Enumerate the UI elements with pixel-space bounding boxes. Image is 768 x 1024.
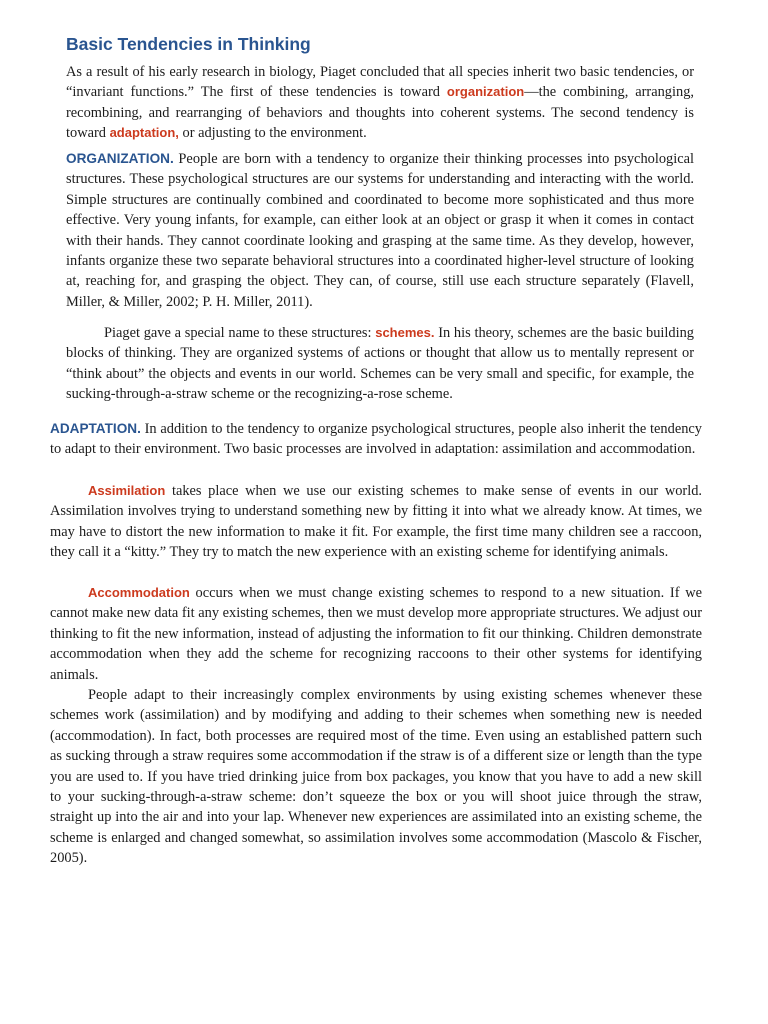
final-paragraph: People adapt to their increasingly complex environments by using existing schemes whenever these schemes work (assimilation) and by modifying and adding to their schemes when something new is needed (accommodation). In fact, both processes are required most of the time. Even using an established pattern such as sucking through a straw requires some accommodation if the straw is of a different size or length than the type you are used to. If you have tried drinking juice from box packages, you know that you have to add a new skill to your sucking-through-a-straw scheme: don’t squeeze the box or you will shoot juice through the straw, straight up into the air and into your lap. Whenever new experiences are assimilated into an existing scheme, the scheme is enlarged and changed somewhat, so assimilation involves some accommodation (Mascolo & Fischer, 2005). — [50, 687, 702, 867]
assimilation-text: takes place when we use our existing schemes to make sense of events in our world. Assimilation involves trying to understand something new by fitting it into what we already know. At times, we may have to distort the new information to make it fit. For example, the first time many children see a raccoon, they call it a “kitty.” They try to match the new experience with an existing scheme for identifying animals. — [50, 483, 702, 561]
schemes-paragraph — [66, 323, 694, 405]
organization-paragraph — [66, 149, 694, 312]
schemes-text-b: In his theory, schemes are the basic building blocks of thinking. They are organized systems of actions or thought that allow us to mentally represent or “think about” the objects and events in our world. Schemes can be very small and specific, for example, the sucking-through-a-straw scheme or the recognizing-a-rose scheme. — [66, 325, 694, 403]
organization-subheading: ORGANIZATION. — [66, 151, 174, 166]
term-adaptation: adaptation, — [109, 125, 179, 141]
term-assimilation: Assimilation — [88, 483, 166, 498]
adaptation-subheading: ADAPTATION. — [50, 421, 141, 436]
intro-text-a: As a result of his early research in biology, Piaget concluded that all species inherit two basic tendencies, or “invariant functions.” The first of these tendencies is toward — [66, 64, 694, 101]
adaptation-text: In addition to the tendency to organize psychological structures, people also inherit the tendency to adapt to their environment. Two basic processes are involved in adaptation: assimilation and accommodation. — [50, 421, 702, 458]
intro-text-c: or adjusting to the environment. — [178, 125, 367, 142]
section-heading: Basic Tendencies in Thinking — [66, 34, 311, 54]
assimilation-paragraph — [50, 481, 702, 563]
term-organization: organization — [446, 84, 525, 100]
accommodation-paragraph — [50, 583, 702, 685]
term-accommodation: Accommodation — [88, 585, 190, 600]
term-schemes: schemes. — [375, 325, 435, 340]
intro-paragraph — [66, 62, 694, 144]
schemes-text-a: Piaget gave a special name to these structures: — [104, 325, 376, 341]
adaptation-paragraph — [50, 419, 702, 460]
intro-text-b: —the combining, arranging, recombining, and rearranging of behaviors and thoughts into coherent systems. The second tendency is toward — [66, 84, 694, 142]
accommodation-text: occurs when we must change existing schemes to respond to a new situation. If we cannot make new data fit any existing schemes, then we must develop more appropriate structures. We adjust our thinking to fit the new information, instead of adjusting the information to fit our thinking. Children demonstrate accommodation when they add the scheme for recognizing raccoons to their other systems for identifying animals. — [50, 585, 702, 683]
organization-text: People are born with a tendency to organize their thinking processes into psychological structures. These psychological structures are our systems for understanding and interacting with the world. Simple structures are continually combined and coordinated to become more sophisticated and thus more effective. Very young infants, for example, can either look at an object or grasp it when it comes in contact with their hands. They cannot coordinate looking and grasping at the same time. As they develop, however, infants organize these two separate behavioral structures into a coordinated higher-level structure of looking at, reaching for, and grasping the object. They can, of course, still use each structure separately (Flavell, Miller, & Miller, 2002; P. H. Miller, 2011). — [66, 151, 694, 310]
